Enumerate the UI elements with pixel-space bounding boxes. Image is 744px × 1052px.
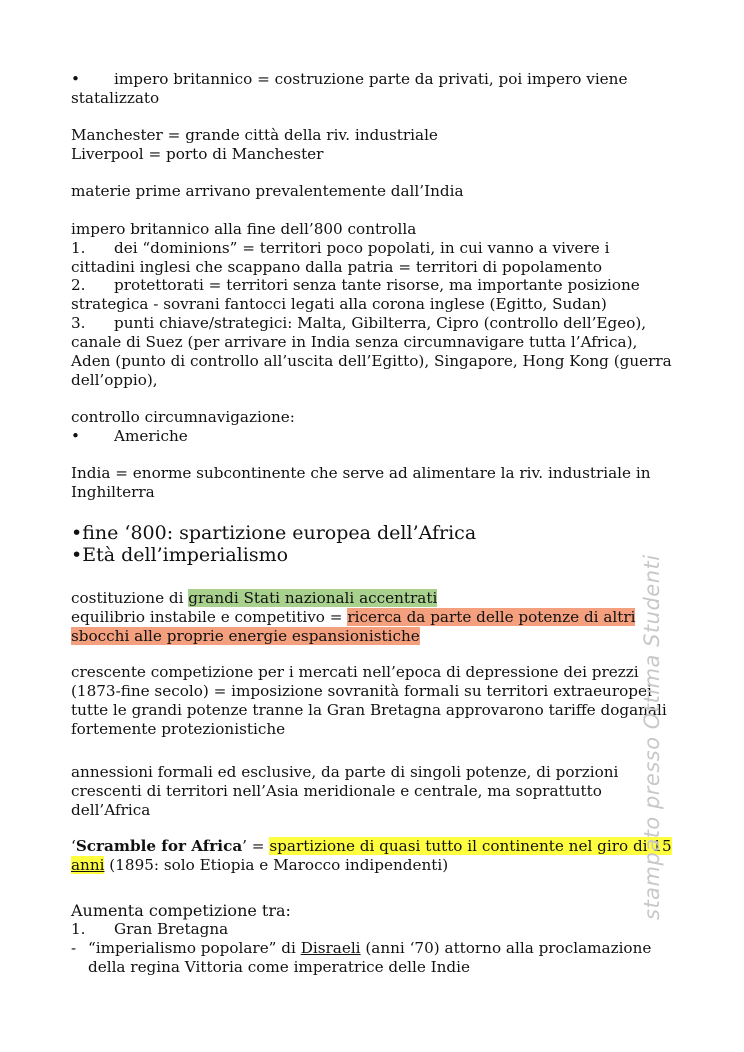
text-line: (1873-fine secolo) = imposizione sovranità formali su territori extraeuropei [71,682,652,700]
text-line: anni (1895: solo Etiopia e Marocco indipendenti) [71,856,449,874]
text-line: canale di Suez (per arrivare in India senza circumnavigare tutta l’Africa), [71,333,638,351]
highlight-yellow: anni [71,856,105,874]
text-line: fortemente protezionistiche [71,720,286,738]
text-line: dell’Africa [71,801,151,819]
text-line: India = enorme subcontinente che serve ad alimentare la riv. industriale in [71,464,651,482]
text-line: punti chiave/strategici: Malta, Gibilterra, Cipro (controllo dell’Egeo), [114,314,647,332]
bullet: • [71,70,80,88]
dash: - [71,939,77,957]
text-line: Americhe [114,427,188,445]
text-line: protettorati = territori senza tante risorse, ma importante posizione [114,276,640,294]
highlight-yellow: spartizione di quasi tutto il continente nel giro di 15 [269,837,672,855]
text-line: crescente competizione per i mercati nell’epoca di depressione dei prezzi [71,663,639,681]
text-line: dell’oppio), [71,371,158,389]
underlined-name: Disraeli [300,939,361,957]
bold-term: Scramble for Africa [75,837,243,855]
text-line: dei “dominions” = territori poco popolati, in cui vanno a vivere i [114,239,610,257]
text-line: annessioni formali ed esclusive, da parte di singoli potenze, di porzioni [71,763,619,781]
bullet: • [71,427,80,445]
text-line: Aumenta competizione tra: [71,901,291,920]
text-line: crescenti di territori nell’Asia meridionale e centrale, ma soprattutto [71,782,602,800]
text-line: Liverpool = porto di Manchester [71,145,324,163]
highlight-orange: ricerca da parte delle potenze di altri [347,608,636,626]
list-number: 1. [71,239,86,257]
text-line: Gran Bretagna [114,920,229,938]
list-number: 3. [71,314,86,332]
section-heading: •Età dell’imperialismo [71,544,289,566]
text-line: tutte le grandi potenze tranne la Gran Bretagna approvarono tariffe doganali [71,701,667,719]
text-line: “imperialismo popolare” di Disraeli (anni ‘70) attorno alla proclamazione [88,939,652,957]
text-line: Aden (punto di controllo all’uscita dell’Egitto), Singapore, Hong Kong (guerra [71,352,672,370]
section-heading: •fine ‘800: spartizione europea dell’Africa [71,522,477,544]
text-line: Inghilterra [71,483,155,501]
text-line: strategica - sovrani fantocci legati alla corona inglese (Egitto, Sudan) [71,295,607,313]
text-line [71,627,420,646]
text-line: Manchester = grande città della riv. industriale [71,126,438,144]
list-number: 1. [71,920,86,938]
text-line: cittadini inglesi che scappano dalla patria = territori di popolamento [71,258,602,276]
highlight-green: grandi Stati nazionali accentrati [188,589,438,607]
text-line: ‘Scramble for Africa’ = spartizione di quasi tutto il continente nel giro di 15 [71,837,672,855]
text-line: materie prime arrivano prevalentemente dall’India [71,182,464,200]
text-line: impero britannico = costruzione parte da privati, poi impero viene [114,70,628,88]
watermark: stampato presso Ottima Studenti [640,554,664,920]
text-line: equilibrio instabile e competitivo = ricerca da parte delle potenze di altri [71,608,636,626]
highlight-orange: sbocchi alle proprie energie espansionistiche [71,627,420,645]
text-line: statalizzato [71,89,160,107]
text-line: costituzione di grandi Stati nazionali accentrati [71,589,438,607]
list-number: 2. [71,276,86,294]
text-line: impero britannico alla fine dell’800 controlla [71,220,417,238]
text-line: della regina Vittoria come imperatrice delle Indie [88,958,470,976]
text-line: controllo circumnavigazione: [71,408,295,426]
